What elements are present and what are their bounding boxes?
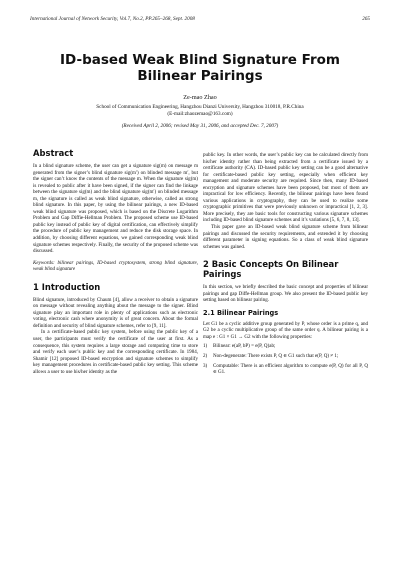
page-number: 265 — [362, 16, 370, 22]
abstract-heading: Abstract — [33, 148, 74, 158]
author-email: (E-mail:zhaozemao@163.com) — [167, 111, 233, 118]
introduction-paragraph: Blind signature, introduced by Chaum [4], allow a receiver to obtain a signature on message without revealing anything about the message to the signer. Blind signature play an important role in plenty of applications such as electronic voting, electronic cash where anonymity is of great concern. About the formal definition and security of blind signature schemes, refer to [9, 11]. — [33, 296, 198, 329]
keywords — [33, 260, 198, 273]
list-item-number: 1) — [203, 343, 208, 350]
section-2-heading: 2 Basic Concepts On Bilinear Pairings — [203, 259, 339, 280]
author-affiliation — [30, 104, 370, 118]
section-2-1-paragraph: Let G1 be a cyclic additive group generated by P, whose order is a prime q, and G2 be a cyclic multiplicative group of the same order q. A bilinear pairing is a map e : G1 × G1 → G2 with the following properties: — [203, 320, 368, 340]
list-item — [203, 353, 368, 360]
list-item-text: Non-degenerate: There exists P, Q ∈ G1 such that e(P, Q) ≠ 1; — [213, 353, 339, 360]
list-item — [203, 343, 368, 350]
abstract-body: In a blind signature scheme, the user can get a signature sig(m) on message m generated from the signer’s blind signature sig(m′) on blinded message m′, but the signer can’t know the contents of the message m. When the signature sig(m) is revealed to public after it have been signed, if the signer can find the linkage between the signature sig(m) and the blind signature sig(m′) on blinded message m, the signature is called as weak blind signature, otherwise, called as strong blind signature. In this paper, by using the bilinear pairings, a new ID-based weak blind signature was proposed, which is based on the Discrete Logarithm Problem and Gap Diffie-Hellman Problem. The proposed scheme use ID-based public key instead of public key of digital certification, can effectively simplify the procedure of public key management and reduce the disk storage space. In addition, by choosing different equations, we gained corresponding weak blind signature schemes respectively. Finally, the security of the proposed scheme was discussed. — [33, 163, 198, 255]
section-2-paragraph: In this section, we briefly described the basic concept and properties of bilinear pairings and gap Diffe-Hellman group. We also present the ID-based public key setting based on bilinear pairing. — [203, 284, 368, 304]
left-column — [33, 148, 198, 375]
list-item-text: Bilinear: e(aP, bP) = e(P, Q)ab; — [213, 343, 276, 350]
keywords-list: bilinear pairings, ID-based cryptosystem, strong blind signature, weak blind signature — [33, 259, 198, 273]
body-paragraph: This paper gave an ID-based weak blind signature scheme from bilinear pairings and discussed the security requirements, and extended it by choosing different parameter in signing equations. So a class of weak blind signature schemes was gained. — [203, 224, 368, 250]
introduction-paragraph: In a certificate-based public key system, before using the public key of a user, the participants must verify the certificate of the user at first. As a consequence, this system requires a large storage and computing time to store and verify each user’s public key and the corresponding certificate. In 1984, Shamir [12] proposed ID-based encryption and signature schemes to simplify key management procedures in certificate-based public key setting. This scheme allows a user to use his/her identity as the — [33, 329, 198, 375]
running-head-journal: International Journal of Network Security, Vol.7, No.2, PP.265–268, Sept. 2008 — [30, 16, 195, 22]
received-dates: (Received April 2, 2006; revised May 31, 2006, and accepted Dec. 7, 2007) — [121, 123, 279, 129]
body-paragraph: public key. In other words, the user’s public key can be calculated directly from his/her identity rather than being extracted from a certificate issued by a certificate authority (CA). ID-based public key setting can be a good alternative for certificate-based public key setting, especially when efficient key management and moderate security are required. Since then, many ID-based encryption and signature schemes have been proposed, but most of them are impractical for low efficiency. Recently, the bilinear pairings have been found various applications in cryptography, they can be used to realize some cryptographic primitives that were previously unknown or impractical [1, 2, 3]. More precisely, they are basic tools for constructing various signature schemes including ID-based blind signature schemes and it’s variations [5, 6, 7, 8, 13]. — [203, 152, 368, 224]
list-item-number: 3) — [203, 362, 208, 369]
list-item-number: 2) — [203, 353, 208, 360]
author-name: Ze-mao Zhao — [183, 94, 217, 101]
subsection-2-1-heading: 2.1 Bilinear Pairings — [203, 308, 279, 317]
list-item-text: Computable: There is an efficient algorithm to compute e(P, Q) for all P, Q ∈ G1. — [213, 362, 368, 376]
pairing-properties-list — [203, 343, 368, 375]
running-head — [30, 16, 370, 22]
paper-title: ID-based Weak Blind Signature From Bilinear Pairings — [60, 52, 340, 84]
affiliation-line: School of Communication Engineering, Hangzhou Dianzi University, Hangzhou 310018, P.R.China — [96, 104, 304, 110]
list-item — [203, 363, 368, 376]
keywords-label: Keywords: — [33, 259, 55, 266]
introduction-heading: 1 Introduction — [33, 281, 101, 292]
right-column — [203, 152, 368, 379]
